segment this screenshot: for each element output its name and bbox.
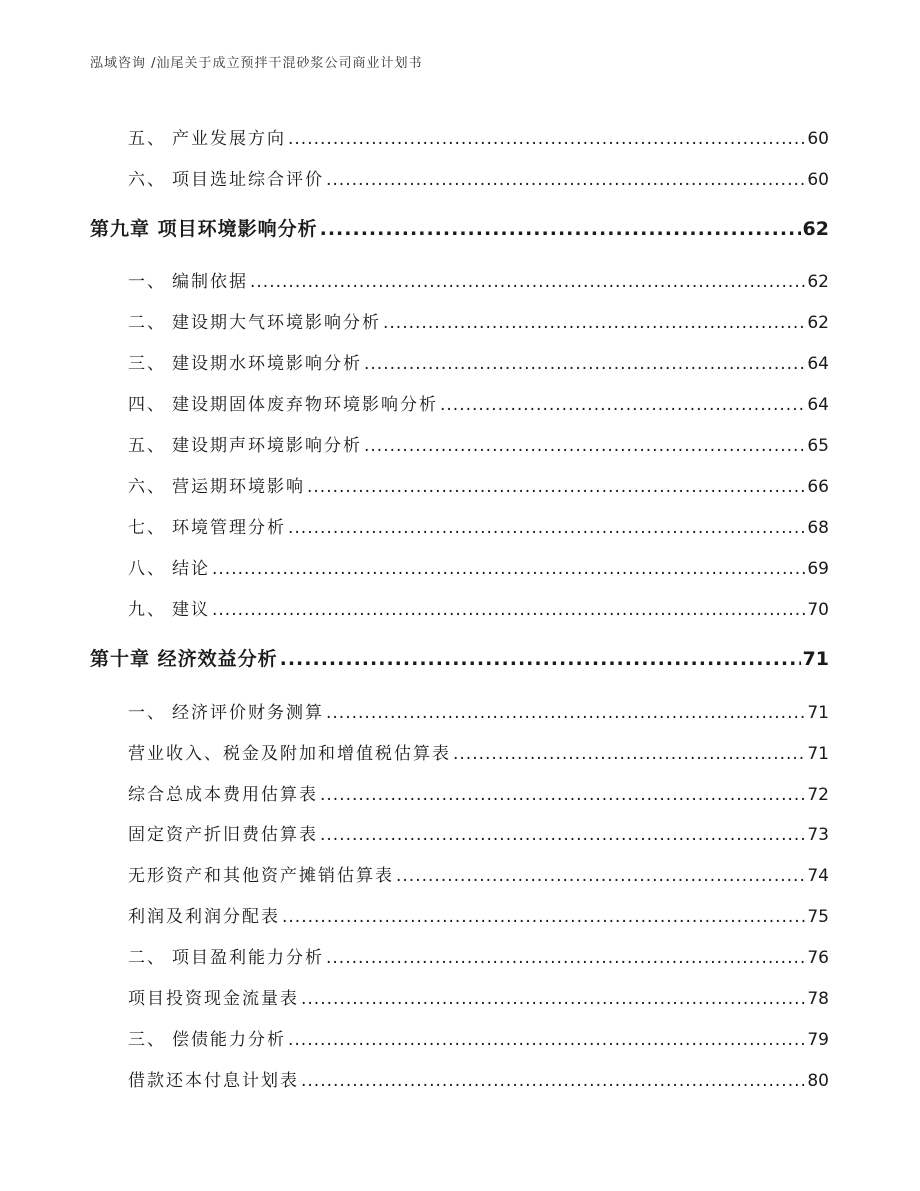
page-header: 泓域咨询 /汕尾关于成立预拌干混砂浆公司商业计划书 — [90, 56, 423, 71]
toc-entry-title: 利润及利润分配表 — [128, 907, 280, 927]
toc-entry[interactable] — [128, 902, 829, 928]
toc-entry-title: 结论 — [172, 559, 210, 579]
toc-entry-label — [128, 390, 438, 415]
toc-leader-dots — [301, 1071, 805, 1091]
toc-leader-dots — [383, 313, 805, 333]
toc-entry[interactable] — [128, 861, 829, 887]
toc-entry-number: 九、 — [128, 600, 166, 620]
toc-entry-number: 五、 — [128, 436, 166, 456]
toc-leader-dots — [212, 600, 805, 620]
toc-entry[interactable] — [128, 165, 829, 191]
toc-entry[interactable] — [128, 595, 829, 621]
toc-entry-title: 建设期水环境影响分析 — [172, 354, 362, 374]
toc-entry-title: 无形资产和其他资产摊销估算表 — [128, 866, 394, 886]
toc-entry-page: 73 — [807, 825, 829, 845]
toc-entry-title: 建设期大气环境影响分析 — [172, 313, 381, 333]
toc-entry-number: 四、 — [128, 395, 166, 415]
toc-leader-dots — [282, 907, 805, 927]
toc-entry-title: 营业收入、税金及附加和增值税估算表 — [128, 744, 451, 764]
toc-entry-title: 产业发展方向 — [172, 129, 286, 149]
toc-entry-title: 借款还本付息计划表 — [128, 1071, 299, 1091]
toc-chapter-title: 第十章 经济效益分析 — [90, 648, 278, 670]
toc-entry-page: 69 — [807, 559, 829, 579]
toc-entry-page: 68 — [807, 518, 829, 538]
toc-entry-number: 二、 — [128, 313, 166, 333]
toc-entry-title: 偿债能力分析 — [172, 1030, 286, 1050]
toc-leader-dots — [280, 648, 801, 670]
toc-entry-title: 建议 — [172, 600, 210, 620]
toc-entry-page: 79 — [807, 1030, 829, 1050]
toc-entry-number: 五、 — [128, 129, 166, 149]
toc-entry-title: 环境管理分析 — [172, 518, 286, 538]
toc-entry[interactable] — [128, 431, 829, 457]
toc-entry[interactable] — [128, 984, 829, 1010]
toc-entry-title: 建设期声环境影响分析 — [172, 436, 362, 456]
toc-entry-title: 营运期环境影响 — [172, 477, 305, 497]
toc-entry-label — [128, 165, 324, 190]
toc-entry-label — [128, 124, 286, 149]
toc-chapter-entry[interactable] — [90, 214, 829, 242]
toc-entry[interactable] — [128, 820, 829, 846]
toc-entry-label — [128, 472, 305, 497]
toc-entry-label — [128, 1025, 286, 1050]
toc-entry[interactable] — [128, 1066, 829, 1092]
toc-leader-dots — [396, 866, 805, 886]
toc-entry-page: 71 — [807, 744, 829, 764]
toc-entry-label — [128, 513, 286, 538]
toc-entry-number: 六、 — [128, 477, 166, 497]
toc-entry-number: 八、 — [128, 559, 166, 579]
toc-entry-page: 71 — [802, 648, 829, 670]
toc-chapter-title: 第九章 项目环境影响分析 — [90, 218, 318, 240]
toc-leader-dots — [326, 170, 805, 190]
toc-entry-title: 项目投资现金流量表 — [128, 989, 299, 1009]
toc-entry-number: 七、 — [128, 518, 166, 538]
toc-leader-dots — [250, 272, 805, 292]
toc-entry-page: 71 — [807, 703, 829, 723]
toc-leader-dots — [212, 559, 805, 579]
toc-entry-number: 一、 — [128, 703, 166, 723]
toc-leader-dots — [326, 703, 805, 723]
toc-entry[interactable] — [128, 1025, 829, 1051]
toc-entry[interactable] — [128, 124, 829, 150]
toc-entry-page: 78 — [807, 989, 829, 1009]
toc-chapter-entry[interactable] — [90, 644, 829, 672]
toc-entry[interactable] — [128, 943, 829, 969]
toc-entry-page: 74 — [807, 866, 829, 886]
toc-entry-page: 72 — [807, 785, 829, 805]
toc-entry[interactable] — [128, 390, 829, 416]
toc-entry-title: 经济评价财务测算 — [172, 703, 324, 723]
toc-leader-dots — [440, 395, 805, 415]
toc-entry-title: 固定资产折旧费估算表 — [128, 825, 318, 845]
toc-leader-dots — [364, 436, 805, 456]
toc-entry-page: 80 — [807, 1071, 829, 1091]
toc-entry[interactable] — [128, 739, 829, 765]
toc-entry[interactable] — [128, 308, 829, 334]
toc-entry-page: 75 — [807, 907, 829, 927]
toc-leader-dots — [320, 218, 801, 240]
toc-leader-dots — [453, 744, 805, 764]
toc-entry-title: 编制依据 — [172, 272, 248, 292]
toc-entry-label — [128, 595, 210, 620]
toc-entry-page: 60 — [807, 170, 829, 190]
toc-entry-label — [128, 943, 324, 968]
toc-entry-title: 项目选址综合评价 — [172, 170, 324, 190]
toc-entry[interactable] — [128, 554, 829, 580]
toc-entry-label — [128, 267, 248, 292]
toc-entry[interactable] — [128, 698, 829, 724]
toc-entry-page: 62 — [802, 218, 829, 240]
toc-leader-dots — [301, 989, 805, 1009]
toc-entry-number: 二、 — [128, 948, 166, 968]
toc-entry[interactable] — [128, 513, 829, 539]
toc-entry-page: 64 — [807, 354, 829, 374]
toc-entry-label — [128, 308, 381, 333]
toc-entry-label — [128, 554, 210, 579]
toc-entry[interactable] — [128, 267, 829, 293]
toc-entry-number: 六、 — [128, 170, 166, 190]
toc-entry-label — [128, 349, 362, 374]
toc-entry-number: 三、 — [128, 354, 166, 374]
toc-entry-label — [128, 698, 324, 723]
toc-leader-dots — [320, 785, 805, 805]
toc-entry-title: 项目盈利能力分析 — [172, 948, 324, 968]
toc-entry-page: 66 — [807, 477, 829, 497]
toc-entry[interactable] — [128, 472, 829, 498]
toc-entry-page: 70 — [807, 600, 829, 620]
toc-entry-title: 建设期固体废弃物环境影响分析 — [172, 395, 438, 415]
toc-leader-dots — [307, 477, 805, 497]
toc-entry-page: 64 — [807, 395, 829, 415]
toc-entry-page: 62 — [807, 313, 829, 333]
toc-leader-dots — [288, 129, 805, 149]
toc-entry-page: 60 — [807, 129, 829, 149]
toc-entry-title: 综合总成本费用估算表 — [128, 785, 318, 805]
toc-entry-number: 一、 — [128, 272, 166, 292]
toc-entry[interactable] — [128, 349, 829, 375]
toc-entry-label — [128, 431, 362, 456]
toc-entry-page: 76 — [807, 948, 829, 968]
toc-entry-number: 三、 — [128, 1030, 166, 1050]
toc-leader-dots — [288, 1030, 805, 1050]
toc-entry-page: 65 — [807, 436, 829, 456]
toc-leader-dots — [320, 825, 805, 845]
toc-leader-dots — [364, 354, 805, 374]
toc-entry[interactable] — [128, 780, 829, 806]
toc-leader-dots — [326, 948, 805, 968]
toc-leader-dots — [288, 518, 805, 538]
toc-entry-page: 62 — [807, 272, 829, 292]
